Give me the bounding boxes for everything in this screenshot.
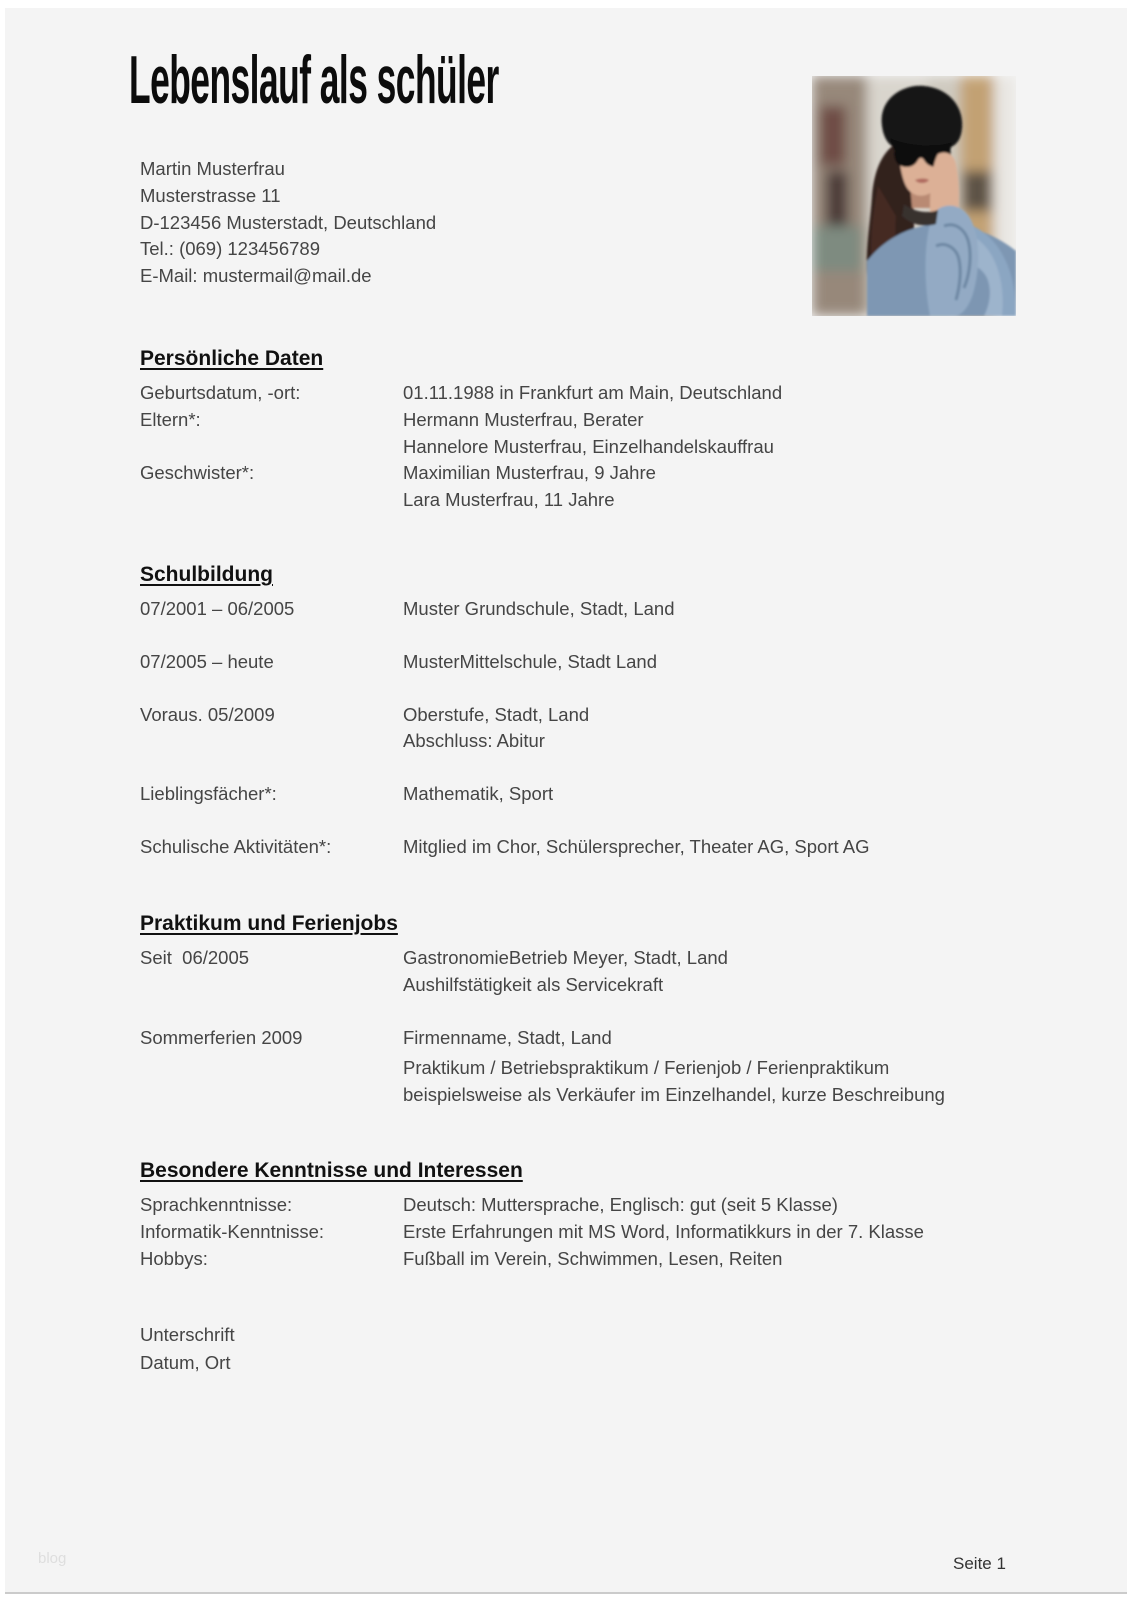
row-label: 07/2005 – heute <box>140 650 274 672</box>
row-label: Lieblingsfächer*: <box>140 783 277 805</box>
section-persoenliche-daten <box>140 347 1010 514</box>
row-label: Geburtsdatum, -ort: <box>140 382 301 403</box>
row-value: Aushilfstätigkeit als Servicekraft <box>403 973 664 995</box>
row-label: Schulische Aktivitäten*: <box>140 835 332 857</box>
row-value: Abschluss: Abitur <box>403 730 545 752</box>
row-value: Erste Erfahrungen mit MS Word, Informatikkurs in der 7. Klasse <box>403 1220 924 1242</box>
row-value: Mitglied im Chor, Schülersprecher, Theater AG, Sport AG <box>403 835 870 857</box>
profile-photo <box>812 76 1016 316</box>
section-heading: Persönliche Daten <box>140 347 324 370</box>
row-value: Praktikum / Betriebspraktikum / Ferienjob / Ferienpraktikum <box>403 1057 890 1079</box>
page-title: Lebenslauf als schüler <box>129 42 499 118</box>
data-row <box>140 649 1010 676</box>
row-value: Mathematik, Sport <box>403 783 554 805</box>
section-heading: Praktikum und Ferienjobs <box>140 912 398 935</box>
contact-email: E-Mail: mustermail@mail.de <box>140 265 372 287</box>
data-row <box>140 1246 1010 1273</box>
contact-phone: Tel.: (069) 123456789 <box>140 238 320 260</box>
row-label: Seit 06/2005 <box>140 947 250 968</box>
resume-page <box>5 8 1127 1594</box>
row-value: Hannelore Musterfrau, Einzelhandelskauffrau <box>403 435 774 457</box>
contact-city: D-123456 Musterstadt, Deutschland <box>140 211 437 233</box>
page-number: Seite 1 <box>953 1554 1006 1573</box>
section-heading: Schulbildung <box>140 563 273 586</box>
contact-street: Musterstrasse 11 <box>140 184 281 206</box>
signature-label: Unterschrift <box>140 1324 235 1345</box>
data-row <box>140 380 1010 407</box>
row-value: Maximilian Musterfrau, 9 Jahre <box>403 462 656 484</box>
data-row <box>140 781 1010 808</box>
row-value: Muster Grundschule, Stadt, Land <box>403 598 675 619</box>
data-row <box>140 460 1010 514</box>
section-kenntnisse-interessen <box>140 1159 1010 1272</box>
row-label: Sommerferien 2009 <box>140 1026 303 1048</box>
row-value: Lara Musterfrau, 11 Jahre <box>403 489 615 511</box>
contact-name: Martin Musterfrau <box>140 158 285 179</box>
section-schulbildung <box>140 563 1010 861</box>
row-value: Deutsch: Muttersprache, Englisch: gut (seit 5 Klasse) <box>403 1194 838 1215</box>
row-label: Voraus. 05/2009 <box>140 703 275 725</box>
contact-block <box>140 156 436 290</box>
data-row <box>140 1025 1010 1109</box>
section-heading: Besondere Kenntnisse und Interessen <box>140 1159 523 1182</box>
row-label: Informatik-Kenntnisse: <box>140 1220 325 1242</box>
row-value: Fußball im Verein, Schwimmen, Lesen, Reiten <box>403 1247 783 1269</box>
data-row <box>140 702 1010 756</box>
data-row <box>140 834 1010 861</box>
watermark: blog <box>38 1550 67 1567</box>
data-row <box>140 407 1010 461</box>
data-row <box>140 1192 1010 1219</box>
row-label: Sprachkenntnisse: <box>140 1194 293 1215</box>
signature-block <box>140 1321 235 1376</box>
row-value: Firmenname, Stadt, Land <box>403 1026 612 1048</box>
row-label: 07/2001 – 06/2005 <box>140 598 295 619</box>
row-label: Eltern*: <box>140 408 201 430</box>
row-value: GastronomieBetrieb Meyer, Stadt, Land <box>403 947 728 968</box>
row-value: MusterMittelschule, Stadt Land <box>403 650 657 672</box>
row-label: Geschwister*: <box>140 462 255 484</box>
data-row <box>140 596 1010 623</box>
row-value: Hermann Musterfrau, Berater <box>403 408 644 430</box>
row-value: 01.11.1988 in Frankfurt am Main, Deutschland <box>403 382 783 403</box>
data-row <box>140 1219 1010 1246</box>
section-praktikum-ferienjobs <box>140 912 1010 1109</box>
row-value: beispielsweise als Verkäufer im Einzelhandel, kurze Beschreibung <box>403 1084 945 1106</box>
signature-date-place: Datum, Ort <box>140 1351 231 1373</box>
row-label: Hobbys: <box>140 1247 208 1269</box>
data-row <box>140 945 1010 999</box>
row-value: Oberstufe, Stadt, Land <box>403 703 590 725</box>
